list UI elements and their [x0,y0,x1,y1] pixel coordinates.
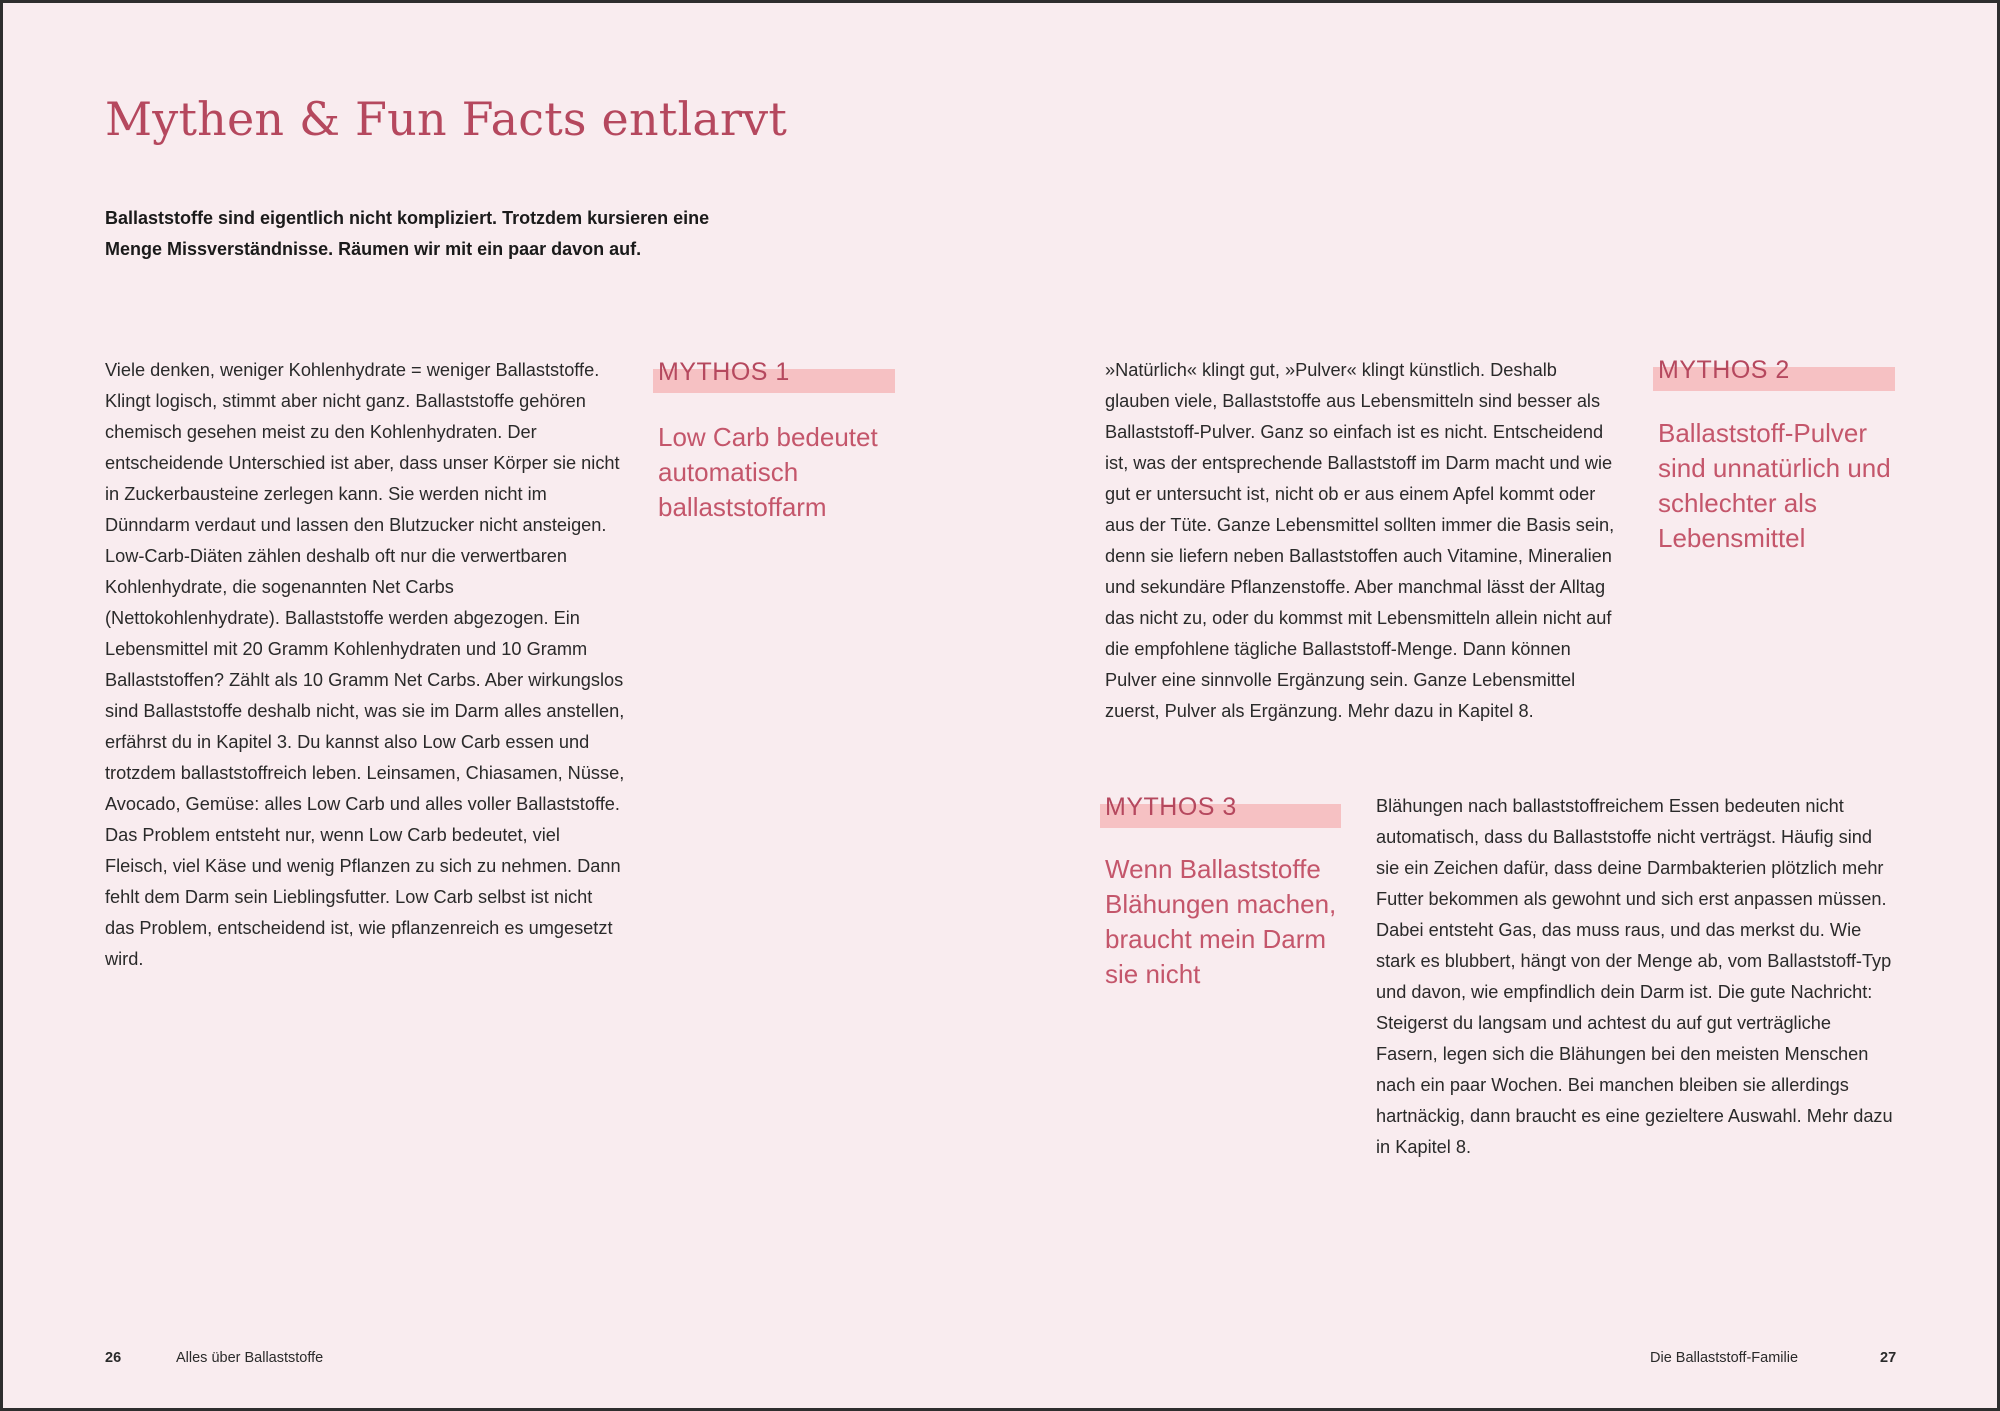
intro-text: Ballaststoffe sind eigentlich nicht kompliziert. Trotzdem kursieren eine Menge Missverständnisse. Räumen wir mit ein paar davon auf. [105,208,710,259]
myth-2-label: MYTHOS 2 [1653,355,1895,385]
myth-1-body: Viele denken, weniger Kohlenhydrate = weniger Ballaststoffe. Klingt logisch, stimmt aber nicht ganz. Ballaststoffe gehören chemisch gesehen meist zu den Kohlenhydraten. Der entscheidende Unterschied ist aber, dass unser Körper sie nicht in Zuckerbausteine zerlegen kann. Sie werden nicht im Dünndarm verdaut und lassen den Blutzucker nicht ansteigen. Low-Carb-Diäten zählen deshalb oft nur die verwertbaren Kohlenhydrate, die sogenannten Net Carbs (Nettokohlenhydrate). Ballaststoffe werden abgezogen. Ein Lebensmittel mit 20 Gramm Kohlenhydraten und 10 Gramm Ballaststoffen? Zählt als 10 Gramm Net Carbs. Aber wirkungslos sind Ballaststoffe deshalb nicht, was sie im Darm alles anstellen, erfährst du in Kapitel 3. Du kannst also Low Carb essen und trotzdem ballaststoffreich leben. Leinsamen, Chiasamen, Nüsse, Avocado, Gemüse: alles Low Carb und alles voller Ballaststoffe. Das Problem entsteht nur, wenn Low Carb bedeutet, viel Fleisch, viel Käse und wenig Pflanzen zu sich zu nehmen. Dann fehlt dem Darm sein Lieblingsfutter. Low Carb selbst ist nicht das Problem, entscheidend ist, wie pflanzenreich es umgesetzt wird. [105,360,625,969]
myth-3-statement: Wenn Ballaststoffe Blähungen machen, braucht mein Darm sie nicht [1105,854,1337,989]
right-running-footer: Die Ballaststoff-Familie [1650,1350,1799,1366]
myth-3-label: MYTHOS 3 [1100,792,1341,822]
left-running-footer: Alles über Ballaststoffe [176,1350,324,1366]
myth-2-body: »Natürlich« klingt gut, »Pulver« klingt künstlich. Deshalb glauben viele, Ballaststoffe aus Lebensmitteln sind besser als Ballaststoff-Pulver. Ganz so einfach ist es nicht. Entscheidend ist, was der entsprechende Ballaststoff im Darm macht und wie gut er untersucht ist, nicht ob er aus einem Apfel kommt oder aus der Tüte. Ganze Lebensmittel sollten immer die Basis sein, denn sie liefern neben Ballaststoffen auch Vitamine, Mineralien und sekundäre Pflanzenstoffe. Aber manchmal lässt der Alltag das nicht zu, oder du kommst mit Lebensmitteln allein nicht auf die empfohlene tägliche Ballaststoff-Menge. Dann können Pulver eine sinnvolle Ergänzung sein. Ganze Lebensmittel zuerst, Pulver als Ergänzung. Mehr dazu in Kapitel 8. [1105,360,1615,721]
myth-1-label: MYTHOS 1 [653,357,895,387]
right-page-number: 27 [1880,1350,1897,1366]
myth-2-statement: Ballaststoff-Pulver sind unnatürlich und schlechter als Lebensmittel [1658,418,1891,553]
left-page-number: 26 [105,1350,122,1366]
myth-3-body: Blähungen nach ballaststoffreichem Essen bedeuten nicht automatisch, dass du Ballaststoffe nicht verträgst. Häufig sind sie ein Zeichen dafür, dass deine Darmbakterien plötzlich mehr Futter bekommen als gewohnt und sich erst anpassen müssen. Dabei entsteht Gas, das muss raus, und das merkst du. Wie stark es blubbert, hängt von der Menge ab, vom Ballaststoff-Typ und davon, wie empfindlich dein Darm ist. Die gute Nachricht: Steigerst du langsam und achtest du auf gut verträgliche Fasern, legen sich die Blähungen bei den meisten Menschen nach ein paar Wochen. Bei manchen bleiben sie allerdings hartnäckig, dann braucht es eine gezieltere Auswahl. Mehr dazu in Kapitel 8. [1376,796,1893,1157]
myth-1-statement: Low Carb bedeutet automatisch ballaststoffarm [658,422,878,522]
page-title: Mythen & Fun Facts entlarvt [105,92,788,146]
